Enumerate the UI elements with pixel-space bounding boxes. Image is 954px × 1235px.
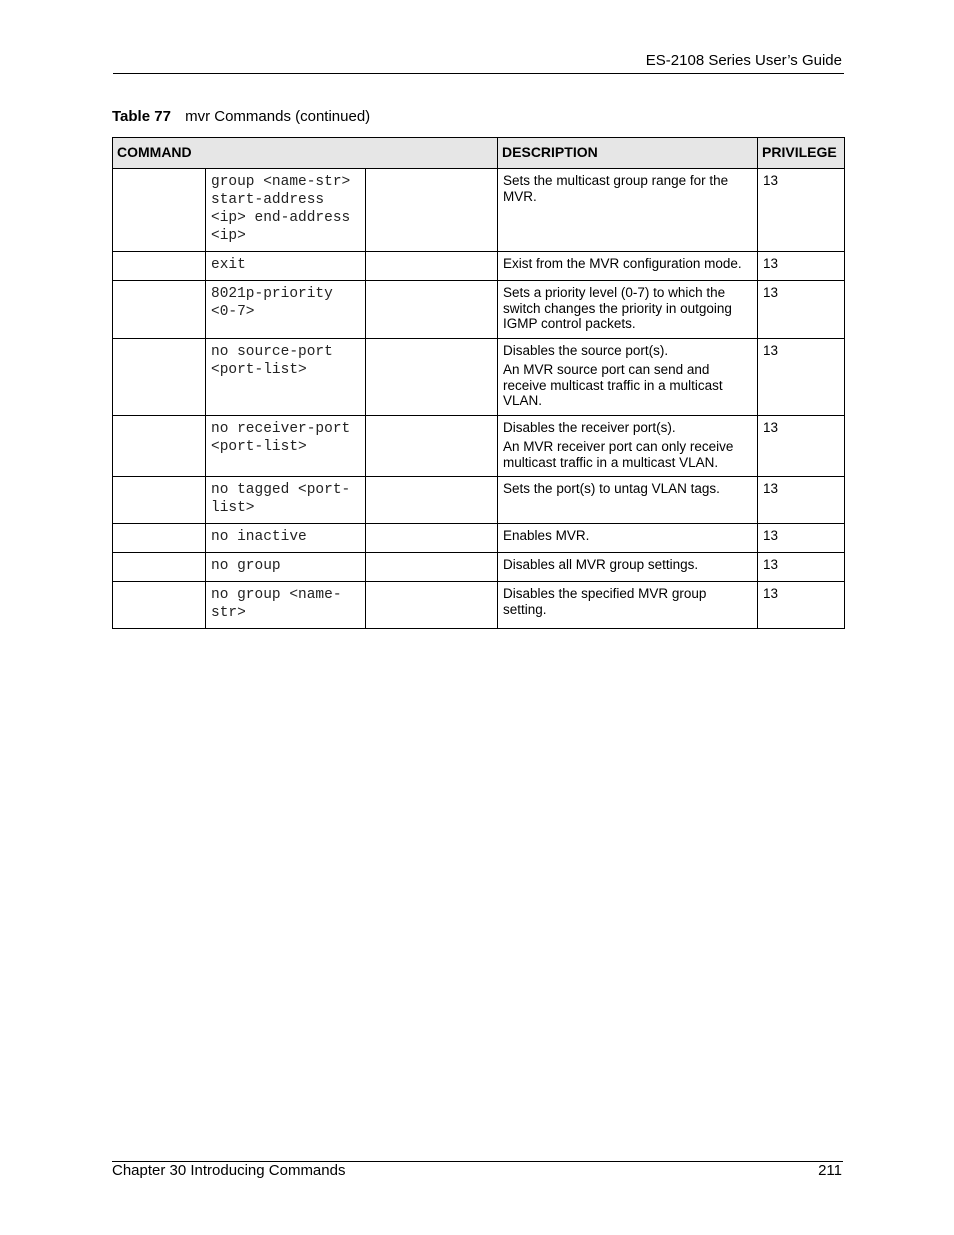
command-cell [206, 524, 366, 553]
command-text: 8021p-priority <0-7> [211, 286, 342, 320]
empty-cell [366, 553, 498, 582]
description-text: Disables the receiver port(s). [503, 419, 676, 435]
command-text: no group <name-str> [211, 587, 342, 621]
indent-cell [113, 252, 206, 281]
header-rule [113, 73, 844, 74]
indent-cell [113, 582, 206, 629]
description-cell [498, 252, 758, 281]
table-caption [112, 108, 370, 125]
description-text: Sets a priority level (0-7) to which the switch changes the priority in outgoing IGMP control packets. [503, 285, 732, 331]
privilege-cell: 13 [758, 582, 845, 629]
empty-cell [366, 477, 498, 524]
empty-cell [366, 524, 498, 553]
command-text: no tagged <port-list> [211, 482, 351, 516]
privilege-cell: 13 [758, 477, 845, 524]
command-text: no inactive [211, 529, 307, 545]
command-cell [206, 338, 366, 415]
table-row [113, 553, 845, 582]
description-text: Sets the multicast group range for the MVR. [503, 173, 729, 204]
indent-cell [113, 553, 206, 582]
description-cell [498, 477, 758, 524]
description-text: Enables MVR. [503, 528, 590, 543]
description-cell [498, 281, 758, 339]
description-note: An MVR source port can send and receive multicast traffic in a multicast VLAN. [503, 362, 723, 408]
command-cell [206, 477, 366, 524]
table-row [113, 582, 845, 629]
indent-cell [113, 477, 206, 524]
description-text: Sets the port(s) to untag VLAN tags. [503, 481, 720, 496]
table-row [113, 477, 845, 524]
description-text: Exist from the MVR configuration mode. [503, 256, 742, 271]
empty-cell [366, 582, 498, 629]
empty-cell [366, 415, 498, 477]
privilege-cell: 13 [758, 553, 845, 582]
indent-cell [113, 281, 206, 339]
description-note: An MVR receiver port can only receive multicast traffic in a multicast VLAN. [503, 439, 734, 470]
page-number: 211 [818, 1162, 842, 1179]
description-cell [498, 169, 758, 252]
empty-cell [366, 281, 498, 339]
indent-cell [113, 338, 206, 415]
indent-cell [113, 415, 206, 477]
indent-cell [113, 524, 206, 553]
table-row [113, 415, 845, 477]
privilege-cell: 13 [758, 169, 845, 252]
command-cell [206, 169, 366, 252]
table-header-row [113, 138, 845, 169]
privilege-cell: 13 [758, 338, 845, 415]
command-cell [206, 582, 366, 629]
header-description: DESCRIPTION [498, 138, 758, 169]
table-row [113, 524, 845, 553]
command-text: no receiver-port <port-list> [211, 420, 359, 455]
description-text: Disables all MVR group settings. [503, 557, 699, 572]
table-caption-text: mvr Commands (continued) [185, 108, 371, 125]
header-privilege: PRIVILEGE [758, 138, 845, 169]
command-text: exit [211, 257, 246, 273]
description-cell [498, 553, 758, 582]
command-cell [206, 415, 366, 477]
privilege-cell: 13 [758, 252, 845, 281]
privilege-cell: 13 [758, 415, 845, 477]
privilege-cell: 13 [758, 524, 845, 553]
table-row [113, 252, 845, 281]
empty-cell [366, 252, 498, 281]
indent-cell [113, 169, 206, 252]
privilege-cell: 13 [758, 281, 845, 339]
command-cell [206, 252, 366, 281]
running-header-title: ES-2108 Series User’s Guide [645, 52, 842, 69]
footer-chapter: Chapter 30 Introducing Commands [112, 1162, 346, 1179]
header-command: COMMAND [113, 138, 498, 169]
command-text: no group [211, 558, 281, 574]
table-row [113, 338, 845, 415]
table-row [113, 169, 845, 252]
table-caption-label: Table 77 [112, 108, 171, 125]
command-text: no source-port <port-list> [211, 343, 342, 378]
description-cell [498, 338, 758, 415]
description-cell [498, 524, 758, 553]
command-text: group <name-str> start-address <ip> end-address <ip> [211, 174, 359, 244]
description-text: Disables the source port(s). [503, 342, 669, 358]
empty-cell [366, 169, 498, 252]
description-cell [498, 582, 758, 629]
table-row [113, 281, 845, 339]
command-cell [206, 553, 366, 582]
empty-cell [366, 338, 498, 415]
description-text: Disables the specified MVR group setting. [503, 586, 707, 617]
mvr-commands-table [112, 137, 845, 629]
description-cell [498, 415, 758, 477]
command-cell [206, 281, 366, 339]
